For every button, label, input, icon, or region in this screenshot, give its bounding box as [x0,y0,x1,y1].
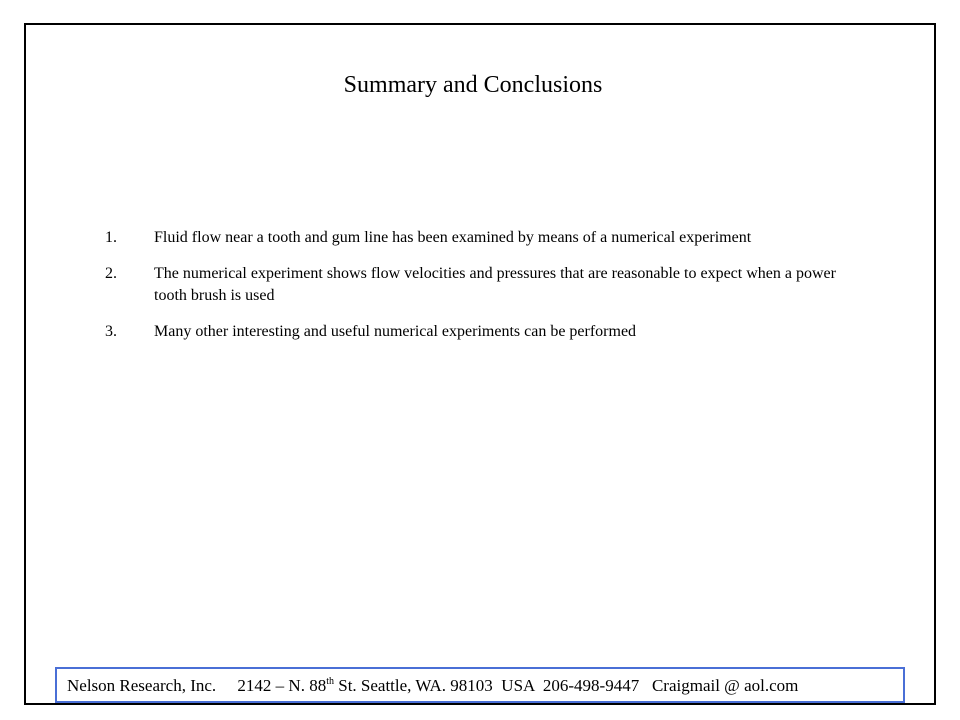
conclusion-text: The numerical experiment shows flow velocities and pressures that are reasonable to expect when a power tooth brush is used [154,265,836,304]
slide-frame [24,23,936,705]
conclusion-item [105,321,865,343]
conclusion-number: 2. [105,265,117,282]
slide-title: Summary and Conclusions [343,72,603,98]
footer-address-start: 2142 – N. 88 [237,676,327,695]
footer-email: Craigmail @ aol.com [651,676,799,695]
conclusion-text: Many other interesting and useful numerical experiments can be performed [154,323,637,340]
footer-contact-box [55,667,905,703]
footer-address-end: St. Seattle, WA. 98103 USA 206-498-9447 [333,676,640,695]
conclusion-number: 3. [105,323,117,340]
conclusion-item [105,227,865,249]
footer-company: Nelson Research, Inc. [67,676,217,695]
conclusion-number: 1. [105,229,117,246]
conclusion-item [105,263,865,307]
conclusions-list [105,227,865,357]
conclusion-text: Fluid flow near a tooth and gum line has been examined by means of a numerical experiment [154,229,752,246]
footer-address-superscript: th [326,676,334,687]
